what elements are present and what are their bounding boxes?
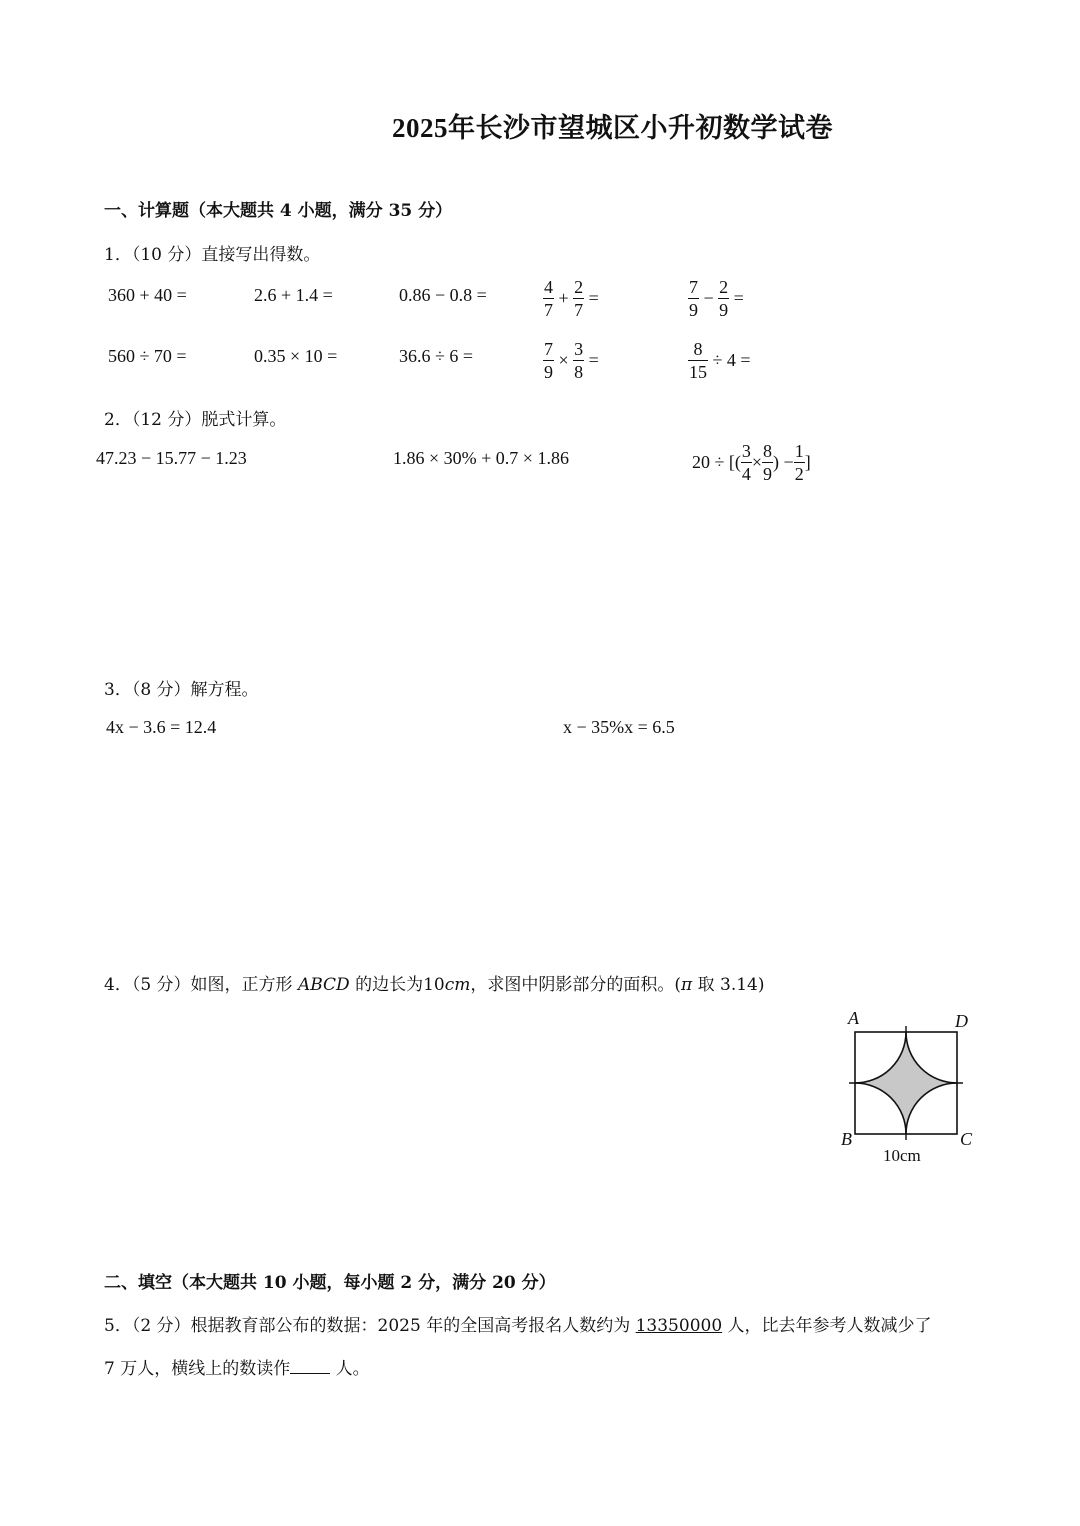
square-figure	[836, 1006, 986, 1172]
question-5-line-1: 5．（2 分）根据教育部公布的数据：2025 年的全国高考报名人数约为 13350000 人，比去年参考人数减少了	[104, 1316, 932, 1336]
question-4-label: 4．（5 分）如图，正方形 ABCD 的边长为10cm，求图中阴影部分的面积。(π 取 3.14)	[104, 975, 765, 995]
fraction: $\frac{7}{9}$	[689, 277, 698, 320]
fraction: $\frac{4}{7}$	[544, 277, 553, 320]
fraction: $\frac{3}{4}$	[741, 441, 751, 484]
q1-item-1: 360 + 40 =	[108, 285, 187, 305]
q1-item-6: 560 ÷ 70 =	[108, 346, 187, 366]
section-1-heading: 一、计算题（本大题共 4 小题，满分 35 分）	[104, 201, 453, 221]
q2-expr-3: 20 ÷ [( $\frac{3}{4}$ × $\frac{8}{9}$ ) − $\frac{1}{2}$ ]	[692, 441, 811, 484]
q1-item-8: 36.6 ÷ 6 =	[399, 346, 474, 366]
vertex-c: C	[960, 1129, 973, 1149]
fraction: $\frac{8}{15}$	[689, 339, 707, 382]
vertex-b: B	[841, 1129, 852, 1149]
q3-equation-1: 4x − 3.6 = 12.4	[106, 717, 217, 737]
vertex-d: D	[955, 1011, 968, 1031]
answer-blank[interactable]	[290, 1357, 330, 1374]
q1-item-9: $\frac{7}{9}$ × $\frac{3}{8}$ =	[544, 339, 599, 382]
vertex-a: A	[848, 1008, 859, 1028]
shaded-region	[855, 1032, 957, 1134]
q2-expr-2: 1.86 × 30% + 0.7 × 1.86	[393, 448, 569, 468]
underlined-number: 13350000	[635, 1316, 723, 1336]
q1-item-10: $\frac{8}{15}$ ÷ 4 =	[689, 339, 751, 382]
page-title: 2025年长沙市望城区小升初数学试卷	[392, 113, 833, 143]
fraction: $\frac{1}{2}$	[794, 441, 804, 484]
q3-equation-2: x − 35%x = 6.5	[563, 717, 675, 737]
fraction: $\frac{3}{8}$	[574, 339, 584, 382]
q2-expr-1: 47.23 − 15.77 − 1.23	[96, 448, 247, 468]
q1-item-4: $\frac{4}{7}$ + $\frac{2}{7}$ =	[544, 277, 599, 320]
q1-item-7: 0.35 × 10 =	[254, 346, 338, 366]
fraction: $\frac{2}{9}$	[719, 277, 729, 320]
question-2-label: 2．（12 分）脱式计算。	[104, 410, 287, 430]
q1-item-5: $\frac{7}{9}$ − $\frac{2}{9}$ =	[689, 277, 744, 320]
question-3-label: 3．（8 分）解方程。	[104, 680, 259, 700]
section-2-heading: 二、填空（本大题共 10 小题，每小题 2 分，满分 20 分）	[104, 1273, 556, 1293]
q1-item-2: 2.6 + 1.4 =	[254, 285, 333, 305]
fraction: $\frac{8}{9}$	[763, 441, 773, 484]
side-length-label: 10cm	[883, 1146, 921, 1165]
q1-item-3: 0.86 − 0.8 =	[399, 285, 487, 305]
fraction: $\frac{7}{9}$	[544, 339, 553, 382]
question-1-label: 1．（10 分）直接写出得数。	[104, 245, 321, 265]
question-5-line-2: 7 万人，横线上的数读作 人。	[104, 1359, 370, 1379]
fraction: $\frac{2}{7}$	[574, 277, 584, 320]
